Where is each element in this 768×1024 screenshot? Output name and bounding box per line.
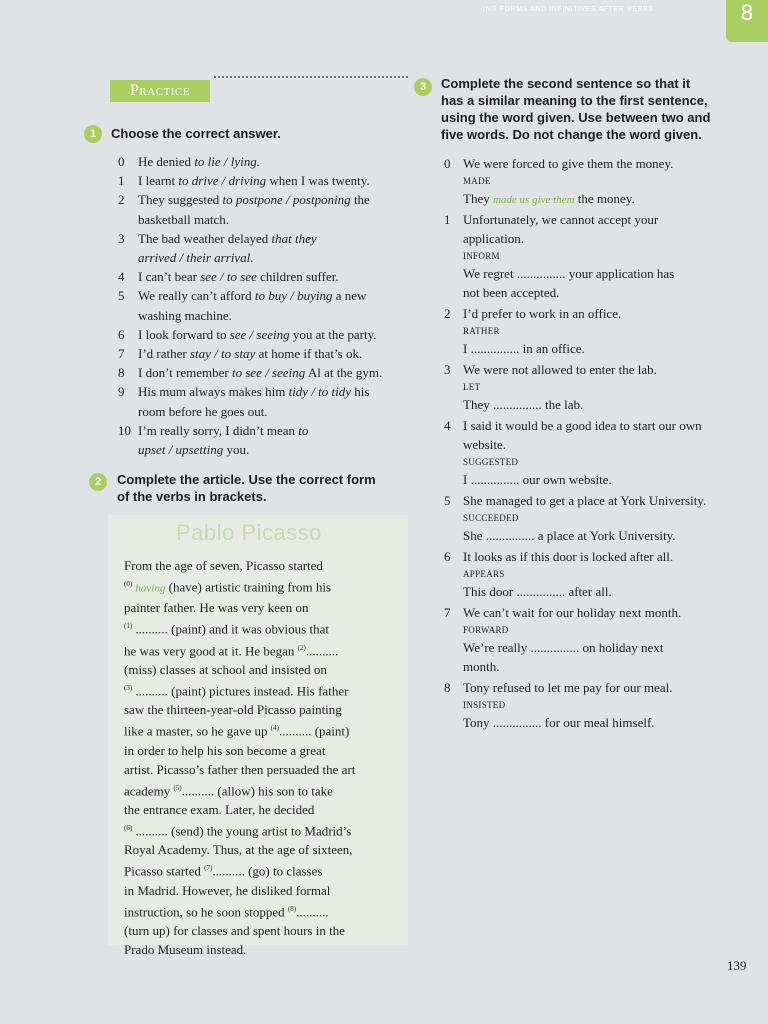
exercise-3-sentence: We were not allowed to enter the lab. [463, 362, 657, 377]
exercise-3-title-2: has a similar meaning to the first sentence, [441, 93, 708, 108]
exercise-3-answer: I ............... in an office. [463, 341, 585, 356]
item-number: 9 [118, 384, 125, 400]
item-text: I don’t remember to see / seeing Al at the gym. [138, 365, 383, 381]
example-answer-made-us-give-them: made us give them [492, 194, 575, 206]
exercise-3-sentence: Unfortunately, we cannot accept your [463, 212, 659, 227]
exercise-3-keyword: INSISTED [463, 700, 506, 710]
exercise-3-answer: We regret ............... your application has [463, 266, 675, 281]
exercise-3-sentence-cont: application. [463, 231, 525, 246]
chapter-tab: 8 [726, 0, 768, 42]
exercise-3-sentence: She managed to get a place at York University. [463, 493, 707, 508]
exercise-3-item-number: 4 [444, 418, 451, 433]
item-number: 6 [118, 326, 125, 342]
item-text: The bad weather delayed that they [138, 230, 317, 246]
item-text: upset / upsetting you. [138, 442, 250, 457]
exercise-3-item-number: 1 [444, 212, 451, 227]
exercise-3-item-number: 6 [444, 549, 451, 564]
item-number: 1 [118, 173, 125, 189]
item-text: His mum always makes him tidy / to tidy his [138, 384, 370, 400]
exercise-3-sentence: It looks as if this door is locked after all. [463, 549, 674, 564]
exercise-3-sentence: I’d prefer to work in an office. [463, 306, 622, 321]
exercise-3-item-number: 7 [444, 605, 451, 620]
item-number: 0 [118, 154, 125, 169]
exercise-3-keyword: RATHER [463, 326, 500, 336]
exercise-3-sentence: We can’t wait for our holiday next month. [463, 605, 682, 620]
exercise-3-keyword: SUCCEEDED [463, 513, 519, 523]
article-title: Pablo Picasso [176, 520, 322, 545]
exercise-2-number: 2 [89, 473, 107, 491]
exercise-3-sentence: We were forced to give them the money. [463, 156, 674, 171]
exercise-3-answer: Tony ............... for our meal himself. [463, 715, 655, 730]
exercise-3-answer: This door ............... after all. [463, 584, 612, 599]
exercise-3-answer: We’re really ............... on holiday next [463, 640, 664, 655]
item-text: I can’t bear see / to see children suffer. [138, 269, 339, 285]
exercise-3-item-number: 5 [444, 493, 451, 508]
item-text: I’m really sorry, I didn’t mean to [138, 422, 309, 438]
item-text: I’d rather stay / to stay at home if that’s ok. [138, 346, 363, 361]
item-text: washing machine. [138, 307, 232, 323]
banner-rule [214, 76, 408, 78]
exercise-3-title-4: five words. Do not change the word given. [441, 127, 702, 142]
exercise-3-number: 3 [414, 78, 432, 96]
item-number: 10 [118, 422, 131, 438]
item-number: 5 [118, 288, 125, 304]
example-answer-having: having [135, 582, 166, 595]
page-number: 139 [727, 958, 747, 973]
exercise-3-title-1: Complete the second sentence so that it [441, 76, 691, 91]
item-text: I learnt to drive / driving when I was twenty. [138, 173, 370, 189]
item-text: They suggested to postpone / postponing the [138, 192, 370, 208]
item-number: 3 [118, 230, 125, 246]
exercise-3-answer: They made us give them the money. [463, 191, 635, 206]
exercise-2-title-line-2: of the verbs in brackets. [117, 489, 267, 504]
exercise-3-sentence-cont: website. [463, 437, 506, 452]
exercise-3-answer-cont: month. [463, 659, 500, 674]
exercise-3-item-number: 8 [444, 680, 451, 695]
item-number: 2 [118, 192, 125, 208]
item-number: 8 [118, 365, 125, 381]
exercise-3-sentence: Tony refused to let me pay for our meal. [463, 680, 673, 695]
exercise-3-title-3: using the word given. Use between two and [441, 110, 711, 125]
running-head: -ING FORMS AND INFINITIVES AFTER VERBS [480, 6, 654, 13]
exercise-3-answer: They ............... the lab. [463, 397, 584, 412]
exercise-3-sentence: I said it would be a good idea to start our own [463, 418, 702, 433]
exercise-3-keyword: MADE [463, 176, 491, 186]
item-text: We really can’t afford to buy / buying a new [138, 288, 367, 304]
item-text: He denied to lie / lying. [138, 154, 261, 169]
exercise-1-title: Choose the correct answer. [111, 126, 281, 141]
article-body: From the age of seven, Picasso started $^{(0)}$ having (have) artistic training from his painter father. He was very keen on $^{(1)}$ .......... (paint) and it was obvious that he was very good at it. He began $^{(2)}$.......... (miss) classes at school and insisted on $^{(3)}$ .......... (paint) pictures instead. His father saw the thirteen-year-old Picasso painting like a master, so he gave up $^{(4)}$.......... (paint) in order to help his son become a great artist. Picasso’s father then persuaded the art academy $^{(5)}$.......... (allow) his son to take the entrance exam. Later, he decided $^{(6)}$ .......... (send) the young artist to Madrid’s Royal Academy. Thus, at the age of sixteen, Picasso started $^{(7)}$.......... (go) to classes in Madrid. However, he disliked formal instruction, so he soon stopped $^{(8)}$.......... (turn up) for classes and spent hours in the Prado Museum instead. [124, 558, 356, 957]
practice-banner: Practice [110, 80, 210, 102]
exercise-3-answer: She ............... a place at York University. [463, 528, 676, 543]
item-text: basketball match. [138, 211, 229, 227]
item-number: 7 [118, 346, 125, 361]
exercise-3-keyword: INFORM [463, 251, 500, 261]
exercise-3-answer: I ............... our own website. [463, 472, 612, 487]
exercise-3-item-number: 2 [444, 306, 451, 321]
exercise-3-item-number: 3 [444, 362, 451, 377]
item-number: 4 [118, 269, 125, 285]
exercise-3-keyword: LET [463, 382, 481, 392]
exercise-3-keyword: APPEARS [463, 569, 505, 579]
exercise-3-keyword: FORWARD [463, 625, 509, 635]
exercise-2-title-line-1: Complete the article. Use the correct form [117, 472, 376, 487]
item-text: I look forward to see / seeing you at the party. [138, 326, 377, 342]
exercise-3-answer-cont: not been accepted. [463, 285, 560, 300]
exercise-1-number: 1 [84, 125, 102, 143]
item-text: room before he goes out. [138, 403, 268, 419]
item-text: arrived / their arrival. [138, 250, 254, 265]
exercise-3-item-number: 0 [444, 156, 451, 171]
exercise-3-keyword: SUGGESTED [463, 457, 519, 467]
